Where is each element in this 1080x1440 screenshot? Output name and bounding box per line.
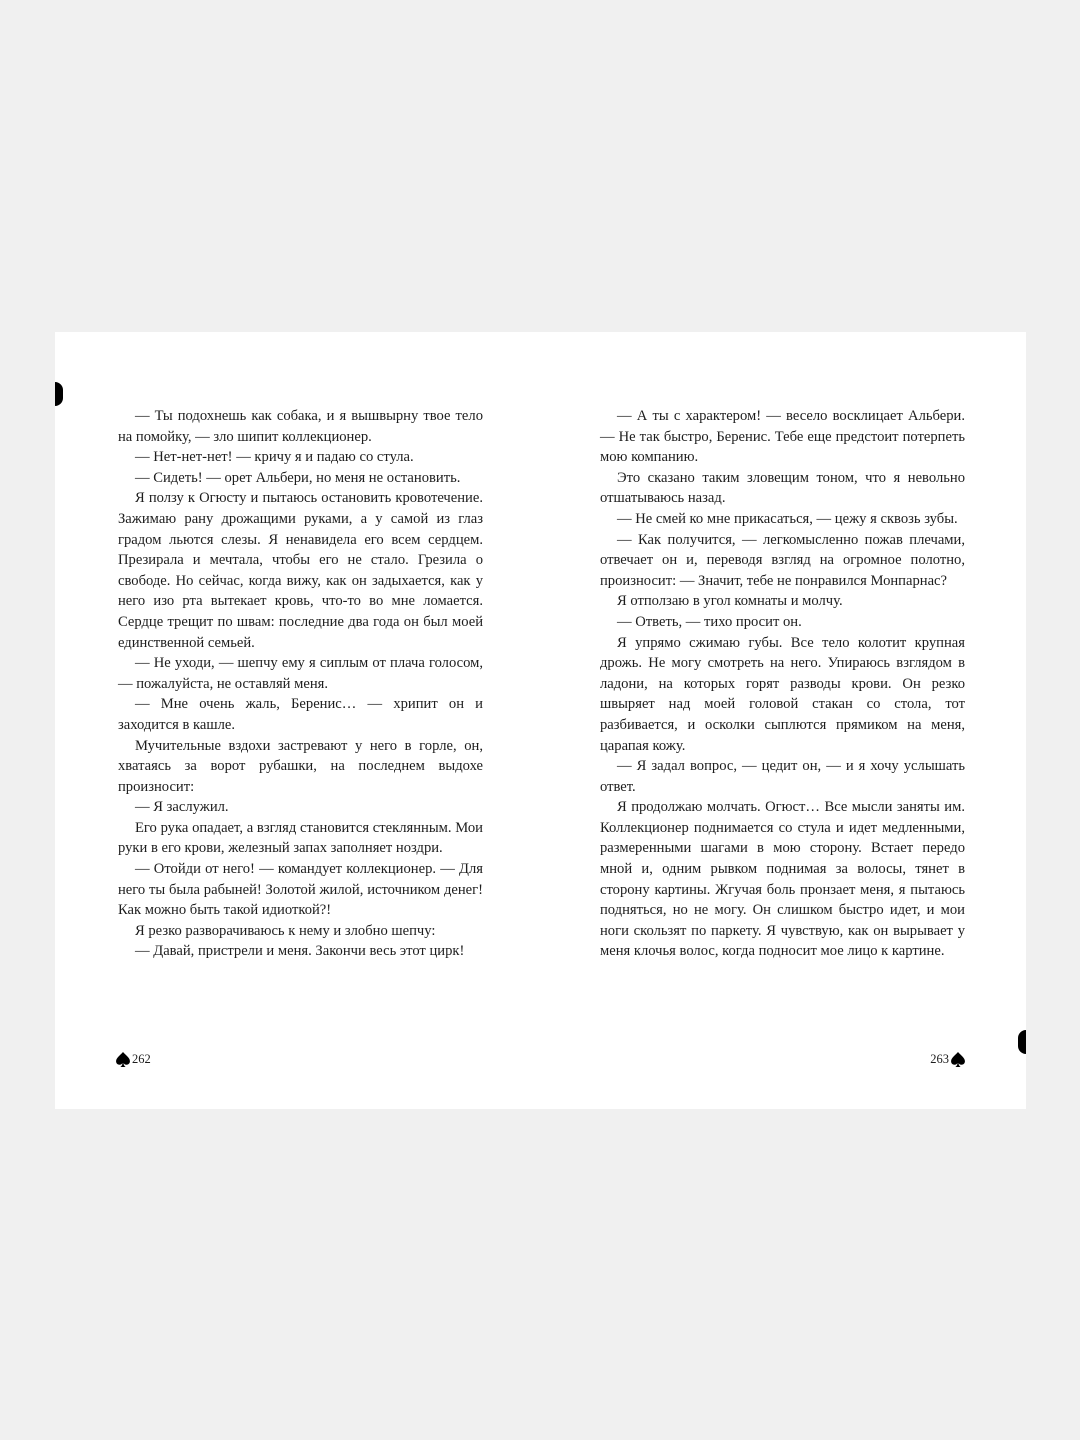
- page-number: 262: [132, 1052, 151, 1066]
- page-number: 263: [930, 1052, 949, 1066]
- right-page-footer: [930, 1051, 965, 1067]
- paragraph: — Не уходи, — шепчу ему я сиплым от плача голосом, — пожалуйста, не оставляй меня.: [118, 655, 483, 692]
- paragraph: — Давай, пристрели и меня. Закончи весь этот цирк!: [135, 943, 465, 960]
- spade-icon: [116, 1052, 130, 1067]
- paragraph: Я отползаю в угол комнаты и молчу.: [617, 593, 843, 610]
- paragraph: Я ползу к Огюсту и пытаюсь остановить кровотечение. Зажимаю рану дрожащими руками, а у самой из глаз градом льются слезы. Я ненавидела его всем сердцем. Презирала и мечтала, чтобы его не стало. Грезила о свободе. Но сейчас, когда вижу, как он задыхается, как у него изо рта вытекает кровь, что-то во мне ломается. Сердце трещит по швам: последние два года он был моей единственной семьей.: [118, 490, 483, 651]
- paragraph: — Не смей ко мне прикасаться, — цежу я сквозь зубы.: [617, 510, 958, 527]
- paragraph: Я резко разворачиваюсь к нему и злобно шепчу:: [135, 922, 436, 939]
- paragraph: Мучительные вздохи застревают у него в горле, он, хватаясь за ворот рубашки, на последнем выдохе произносит:: [118, 737, 483, 795]
- paragraph: Это сказано таким зловещим тоном, что я невольно отшатываюсь назад.: [600, 469, 965, 507]
- left-page-body: [118, 406, 483, 962]
- right-page-body: [600, 406, 965, 962]
- paragraph: — Отойди от него! — командует коллекционер. — Для него ты была рабыней! Золотой жилой, источником денег! Как можно быть такой идиоткой?!: [118, 861, 483, 919]
- paragraph: — Ты подохнешь как собака, и я вышвырну твое тело на помойку, — зло шипит коллекционер.: [118, 408, 483, 445]
- paragraph: — Мне очень жаль, Беренис… — хрипит он и заходится в кашле.: [118, 696, 483, 733]
- paragraph: — Нет-нет-нет! — кричу я и падаю со стула.: [135, 449, 414, 466]
- book-spread: [55, 332, 1026, 1109]
- paragraph: — Сидеть! — орет Альбери, но меня не остановить.: [135, 469, 461, 486]
- right-edge-thumb-tab: [1018, 1030, 1026, 1054]
- paragraph: — Как получится, — легкомысленно пожав плечами, отвечает он и, переводя взгляд на огромное полотно, произносит: — Значит, тебе не понравился Монпарнас?: [600, 531, 965, 589]
- paragraph: — Я задал вопрос, — цедит он, — и я хочу услышать ответ.: [600, 758, 965, 795]
- left-page-footer: [116, 1051, 151, 1067]
- paragraph: — Ответь, — тихо просит он.: [617, 613, 802, 630]
- paragraph: — А ты с характером! — весело восклицает Альбери. — Не так быстро, Беренис. Тебе еще предстоит потерпеть мою компанию.: [600, 408, 965, 466]
- paragraph: Его рука опадает, а взгляд становится стеклянным. Мои руки в его крови, железный запах заполняет ноздри.: [118, 819, 483, 857]
- paragraph: — Я заслужил.: [135, 799, 229, 816]
- spade-icon: [951, 1052, 965, 1067]
- paragraph: Я упрямо сжимаю губы. Все тело колотит крупная дрожь. Не могу смотреть на него. Упираюсь взглядом в ладони, на которых горят разводы крови. Он резко швыряет над моей головой стакан со стола, тот разбивается, и осколки сыплются прямиком на меня, царапая кожу.: [600, 634, 965, 754]
- paragraph: Я продолжаю молчать. Огюст… Все мысли заняты им. Коллекционер поднимается со стула и идет медленными, размеренными шагами в мою сторону. Встает передо мной и, одним рывком поднимая за волосы, тянет в сторону картины. Жгучая боль пронзает меня, я пытаюсь подняться, но не могу. Он слишком быстро идет, и мои ноги скользят по паркету. Я чувствую, как он вырывает у меня клочья волос, когда подносит мое лицо к картине.: [600, 799, 965, 960]
- left-edge-thumb-tab: [55, 382, 63, 406]
